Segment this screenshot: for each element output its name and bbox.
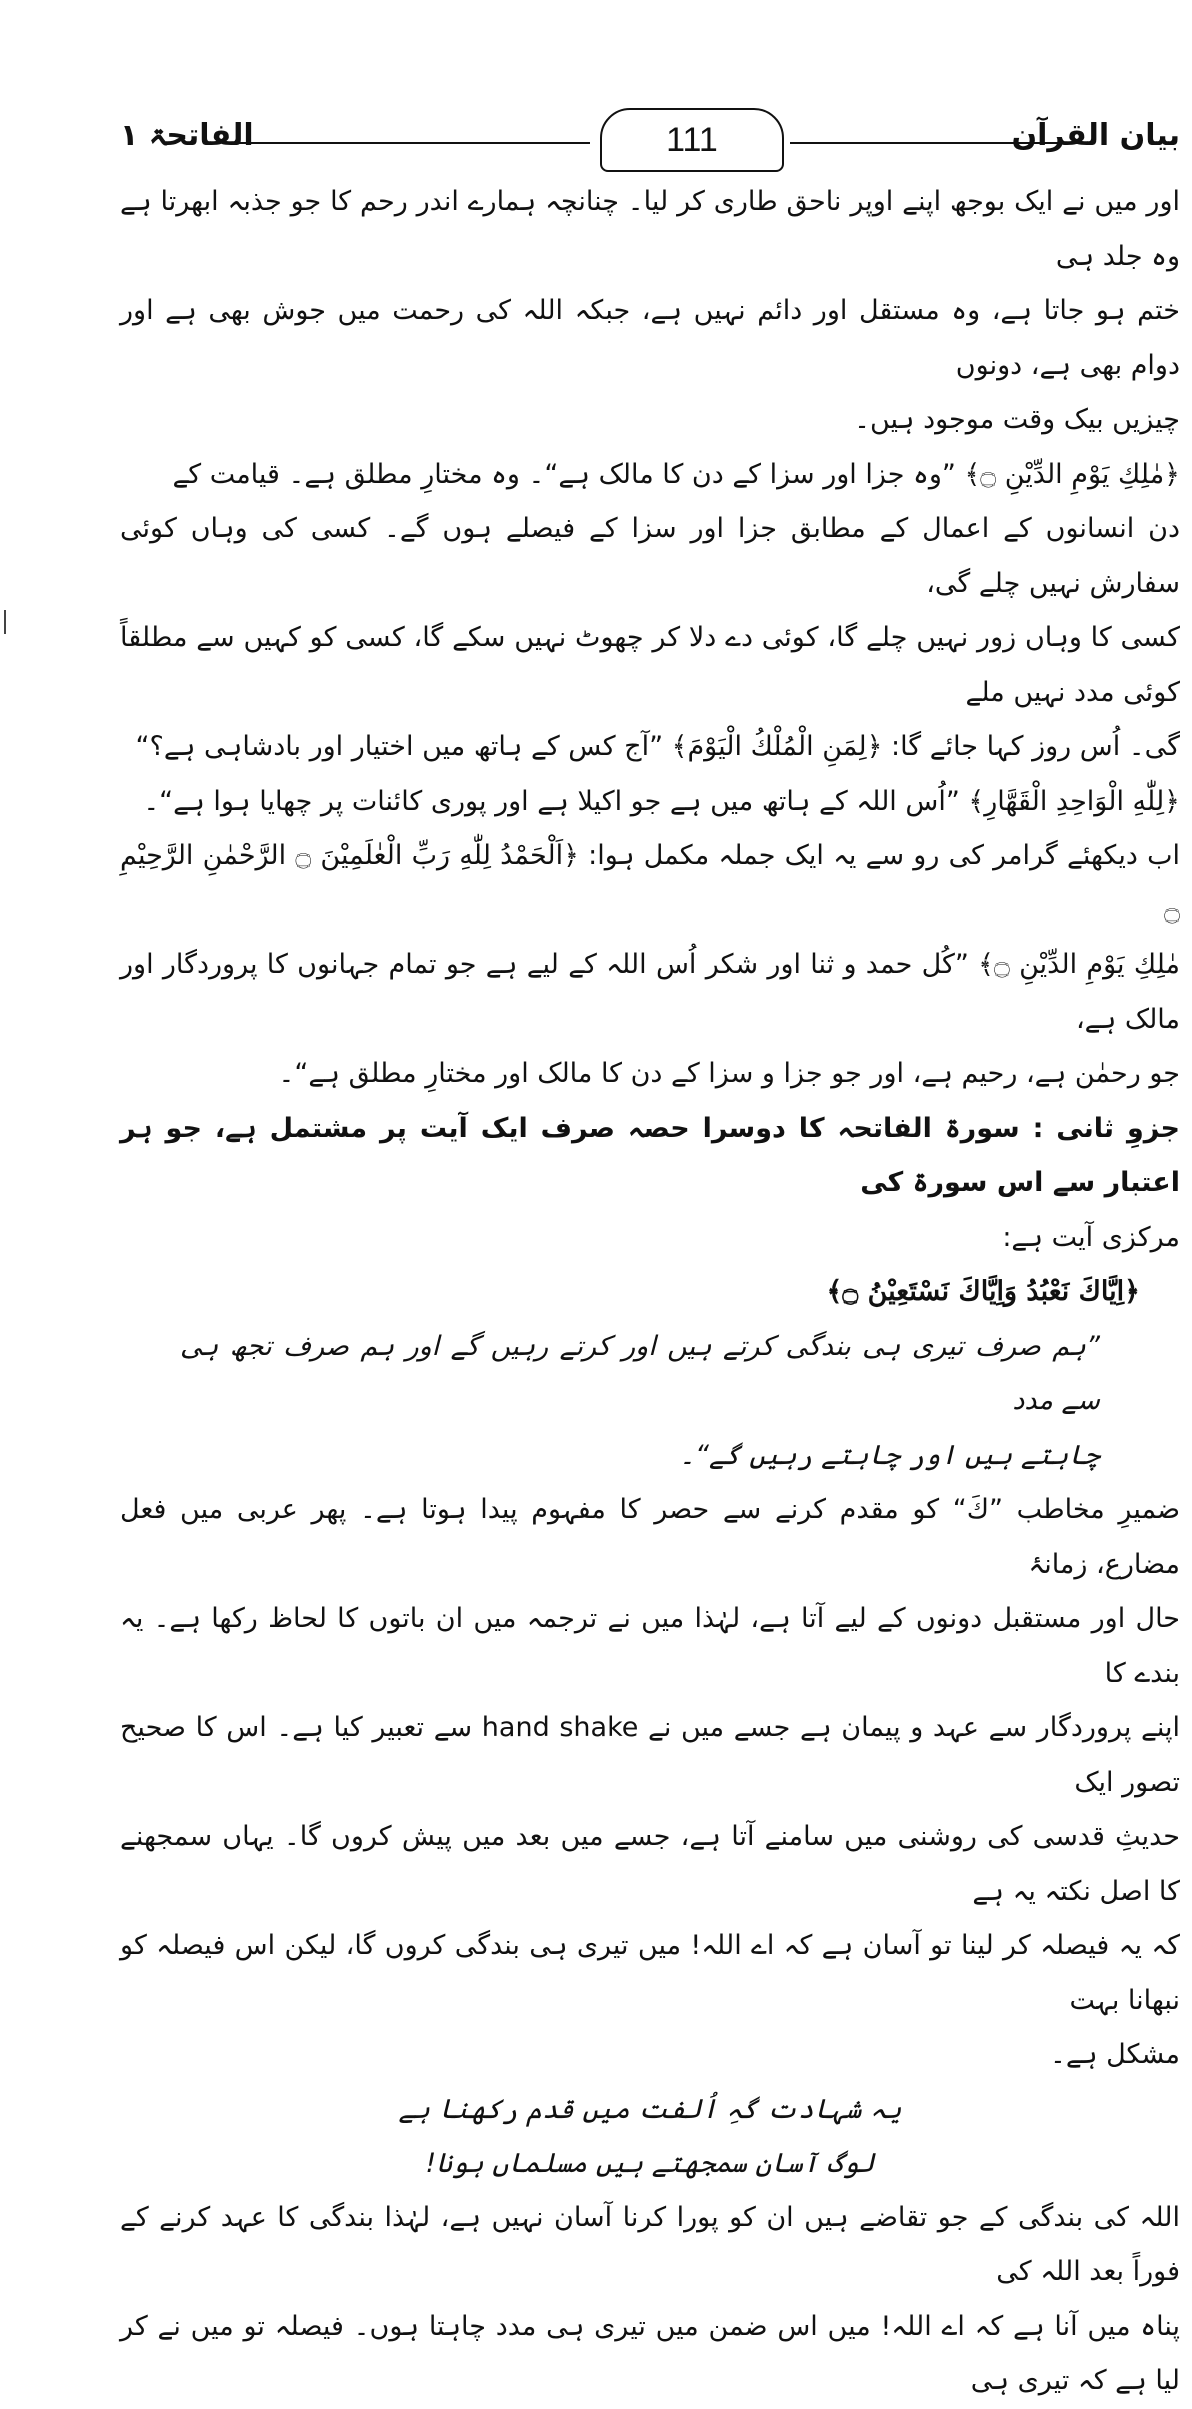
header-rule-left [230,142,590,144]
text-line: ﴿لِلّٰهِ الْوَاحِدِ الْقَهَّارِ﴾ ”اُس اللہ کے ہاتھ میں ہے جو اکیلا ہے اور پوری کائنات پر چھایا ہوا ہے“۔ [143,785,1180,817]
text-line: ضمیرِ مخاطب ”كَ“ کو مقدم کرنے سے حصر کا مفہوم پیدا ہوتا ہے۔ پھر عربی میں فعل مضارع، زمانۂ [120,1494,1180,1580]
text-line: گی۔ اُس روز کہا جائے گا: ﴿لِمَنِ الْمُلْكُ الْيَوْمَ﴾ ”آج کس کے ہاتھ میں اختیار اور بادشاہی ہے؟“ [135,731,1180,762]
text-line: حال اور مستقبل دونوں کے لیے آتا ہے، لہٰذا میں نے ترجمہ میں ان باتوں کا لحاظ رکھا ہے۔ یہ بندے کا [120,1603,1180,1689]
text-line: ختم ہو جاتا ہے، وہ مستقل اور دائم نہیں ہے، جبکہ اللہ کی رحمت میں جوش بھی ہے اور دوام بھی ہے، دونوں [120,295,1180,381]
section-heading-line: جزوِ ثانی : سورۃ الفاتحہ کا دوسرا حصہ صرف ایک آیت پر مشتمل ہے، جو ہر اعتبار سے اس سورۃ کی [120,1112,1180,1198]
text-line: اور میں نے ایک بوجھ اپنے اوپر ناحق طاری کر لیا۔ چنانچہ ہمارے اندر رحم کا جو جذبہ ابھرتا ہے وہ جلد ہی [120,186,1180,272]
text-line: اب دیکھئے گرامر کی رو سے یہ ایک جملہ مکمل ہوا: ﴿اَلْحَمْدُ لِلّٰهِ رَبِّ الْعٰلَمِيْنَ ۝ الرَّحْمٰنِ الرَّحِيْمِ ۝ [120,840,1180,926]
text-line: پناہ میں آنا ہے کہ اے اللہ! میں اس ضمن میں تیری ہی مدد چاہتا ہوں۔ فیصلہ تو میں نے کر لیا ہے کہ تیری ہی [120,2310,1180,2396]
text-line: مٰلِكِ يَوْمِ الدِّيْنِ ۝﴾ ”کُل حمد و ثنا اور شکر اُس اللہ کے لیے ہے جو تمام جہانوں کا پروردگار اور مالک ہے، [120,949,1180,1035]
page-header [120,108,1180,168]
margin-mark [4,610,6,634]
text-line: ﴿مٰلِكِ يَوْمِ الدِّيْنِ ۝﴾ ”وہ جزا اور سزا کے دن کا مالک ہے“۔ وہ مختارِ مطلق ہے۔ قیامت کے [172,458,1180,490]
book-title: بیان القرآن [1011,118,1180,153]
page-body [120,175,1180,2409]
poem-line: یہ شہادت گہِ اُلفت میں قدم رکھنا ہے [398,2093,902,2125]
text-line: چیزیں بیک وقت موجود ہیں۔ [854,404,1180,435]
surah-title: الفاتحۃ ۱ [120,118,254,153]
text-line: حدیثِ قدسی کی روشنی میں سامنے آتا ہے، جسے میں بعد میں پیش کروں گا۔ یہاں سمجھنے کا اصل نکتہ یہ ہے [120,1821,1180,1907]
text-line: کہ یہ فیصلہ کر لینا تو آسان ہے کہ اے اللہ! میں تیری ہی بندگی کروں گا، لیکن اس فیصلہ کو نبھانا بہت [120,1930,1180,2016]
verse-line: ﴿اِيَّاكَ نَعْبُدُ وَاِيَّاكَ نَسْتَعِيْنُ ۝﴾ [826,1276,1140,1307]
text-line: کسی کا وہاں زور نہیں چلے گا، کوئی دے دلا کر چھوٹ نہیں سکے گا، کسی کو کہیں سے مطلقاً کوئی مدد نہیں ملے [120,622,1180,708]
translation-line: ”ہم صرف تیری ہی بندگی کرتے ہیں اور کرتے رہیں گے اور ہم صرف تجھ ہی سے مدد [180,1330,1100,1416]
text-line: دن انسانوں کے اعمال کے مطابق جزا اور سزا کے فیصلے ہوں گے۔ کسی کی وہاں کوئی سفارش نہیں چلے گی، [120,513,1180,599]
text-line: اپنے پروردگار سے عہد و پیمان ہے جسے میں نے hand shake سے تعبیر کیا ہے۔ اس کا صحیح تصور ایک [120,1712,1180,1798]
page-number: 111 [600,108,784,172]
text-line: جو رحمٰن ہے، رحیم ہے، اور جو جزا و سزا کے دن کا مالک اور مختارِ مطلق ہے“۔ [278,1058,1180,1089]
poem-line: لوگ آسان سمجھتے ہیں مسلماں ہونا! [425,2147,875,2179]
translation-line: چاہتے ہیں اور چاہتے رہیں گے“۔ [679,1439,1100,1471]
text-line: اللہ کی بندگی کے جو تقاضے ہیں ان کو پورا کرنا آسان نہیں ہے، لہٰذا بندگی کا عہد کرنے کے فوراً بعد اللہ کی [120,2201,1180,2287]
text-line: مشکل ہے۔ [1050,2039,1180,2070]
text-line: مرکزی آیت ہے: [1002,1221,1180,1253]
